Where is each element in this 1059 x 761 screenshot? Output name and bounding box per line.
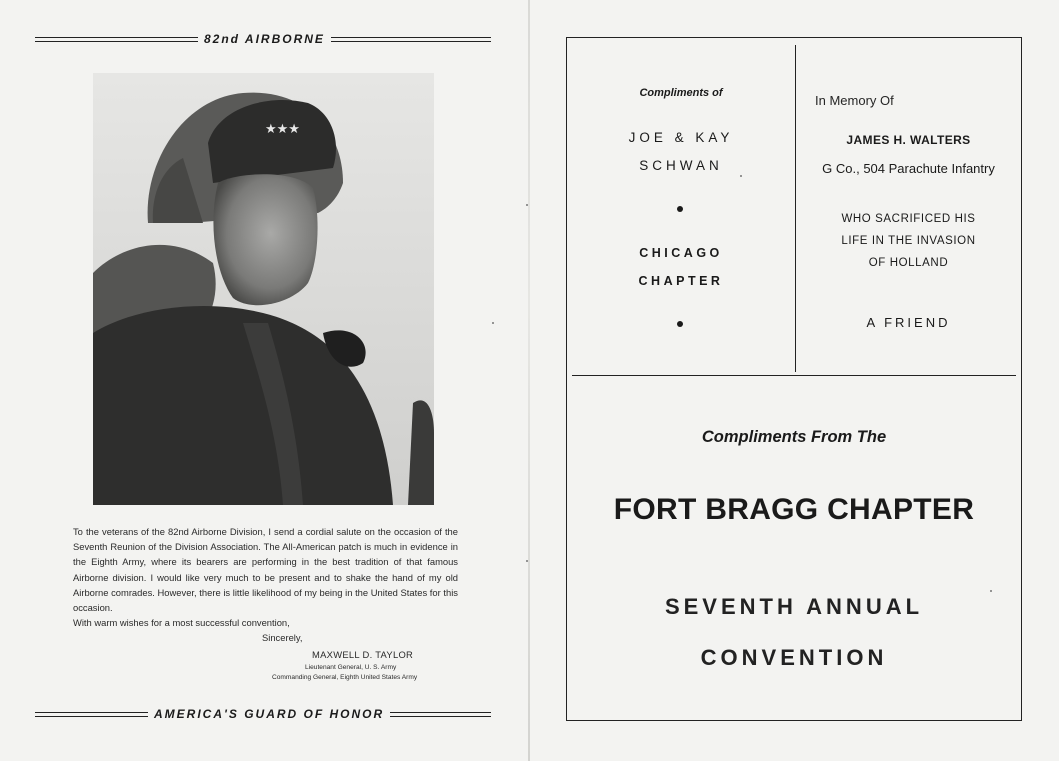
memorial-name: JAMES H. WALTERS [846, 133, 971, 147]
portrait-photo [93, 73, 434, 505]
page-footer [35, 707, 491, 721]
memorial-unit: G Co., 504 Parachute Infantry [822, 161, 995, 176]
convention-line-1: SEVENTH ANNUAL [664, 594, 924, 619]
schwan-chapter-line-1: CHICAGO [639, 246, 723, 260]
signer-title-rank: Lieutenant General, U. S. Army [305, 664, 397, 671]
signer-name: MAXWELL D. TAYLOR [312, 649, 414, 660]
page-gutter [528, 0, 530, 761]
memorial-in-memory-of: In Memory Of [815, 93, 894, 108]
footer-motto: AMERICA'S GUARD OF HONOR [154, 707, 385, 721]
convention-line-2: CONVENTION [700, 645, 888, 670]
letter-closing-line: With warm wishes for a most successful convention, [73, 617, 290, 629]
fort-bragg-chapter-title: FORT BRAGG CHAPTER [613, 493, 975, 526]
letter-sign-off: Sincerely, [262, 632, 303, 643]
ad-divider-horizontal [572, 375, 1016, 376]
schwan-chapter-line-2: CHAPTER [638, 274, 724, 288]
schwan-name-line-2: SCHWAN [639, 158, 723, 173]
footer-rule-right [390, 712, 491, 717]
portrait-illustration [93, 73, 434, 505]
fort-bragg-compliments-from: Compliments From The [701, 428, 887, 446]
scan-speck [492, 322, 494, 324]
schwan-compliments-of: Compliments of [639, 87, 723, 99]
signer-title-command: Commanding General, Eighth United States Army [272, 674, 418, 681]
scan-speck [526, 560, 528, 562]
memorial-tribute-line-3: OF HOLLAND [868, 257, 949, 269]
memorial-tribute-line-2: LIFE IN THE INVASION [841, 235, 976, 247]
header-title: 82nd AIRBORNE [204, 32, 325, 46]
page-header [35, 32, 491, 46]
footer-rule-left [35, 712, 148, 717]
header-rule-left [35, 37, 198, 42]
letter-body: To the veterans of the 82nd Airborne Division, I send a cordial salute on the occasion of the Seventh Reunion of the Division Association. The All-American patch is much in evidence in the Eighth Army, where its bearers are performing in the best tradition of that famous Airborne division. I would like very much to be present and to shake the hand of my old Airborne comrades. However, there is little likelihood of my being in the United States for this occasion. [73, 526, 458, 614]
header-rule-right [331, 37, 491, 42]
scan-speck [990, 590, 992, 592]
bullet-dot [677, 321, 683, 327]
memorial-from: A FRIEND [866, 315, 951, 330]
letter-text [73, 524, 458, 630]
schwan-name-line-1: JOE & KAY [628, 130, 734, 145]
bullet-dot [677, 206, 683, 212]
ad-divider-vertical [795, 45, 796, 372]
scan-speck [526, 204, 528, 206]
scan-speck [740, 175, 742, 177]
svg-text:★★★: ★★★ [265, 122, 300, 137]
memorial-tribute-line-1: WHO SACRIFICED HIS [841, 213, 976, 225]
